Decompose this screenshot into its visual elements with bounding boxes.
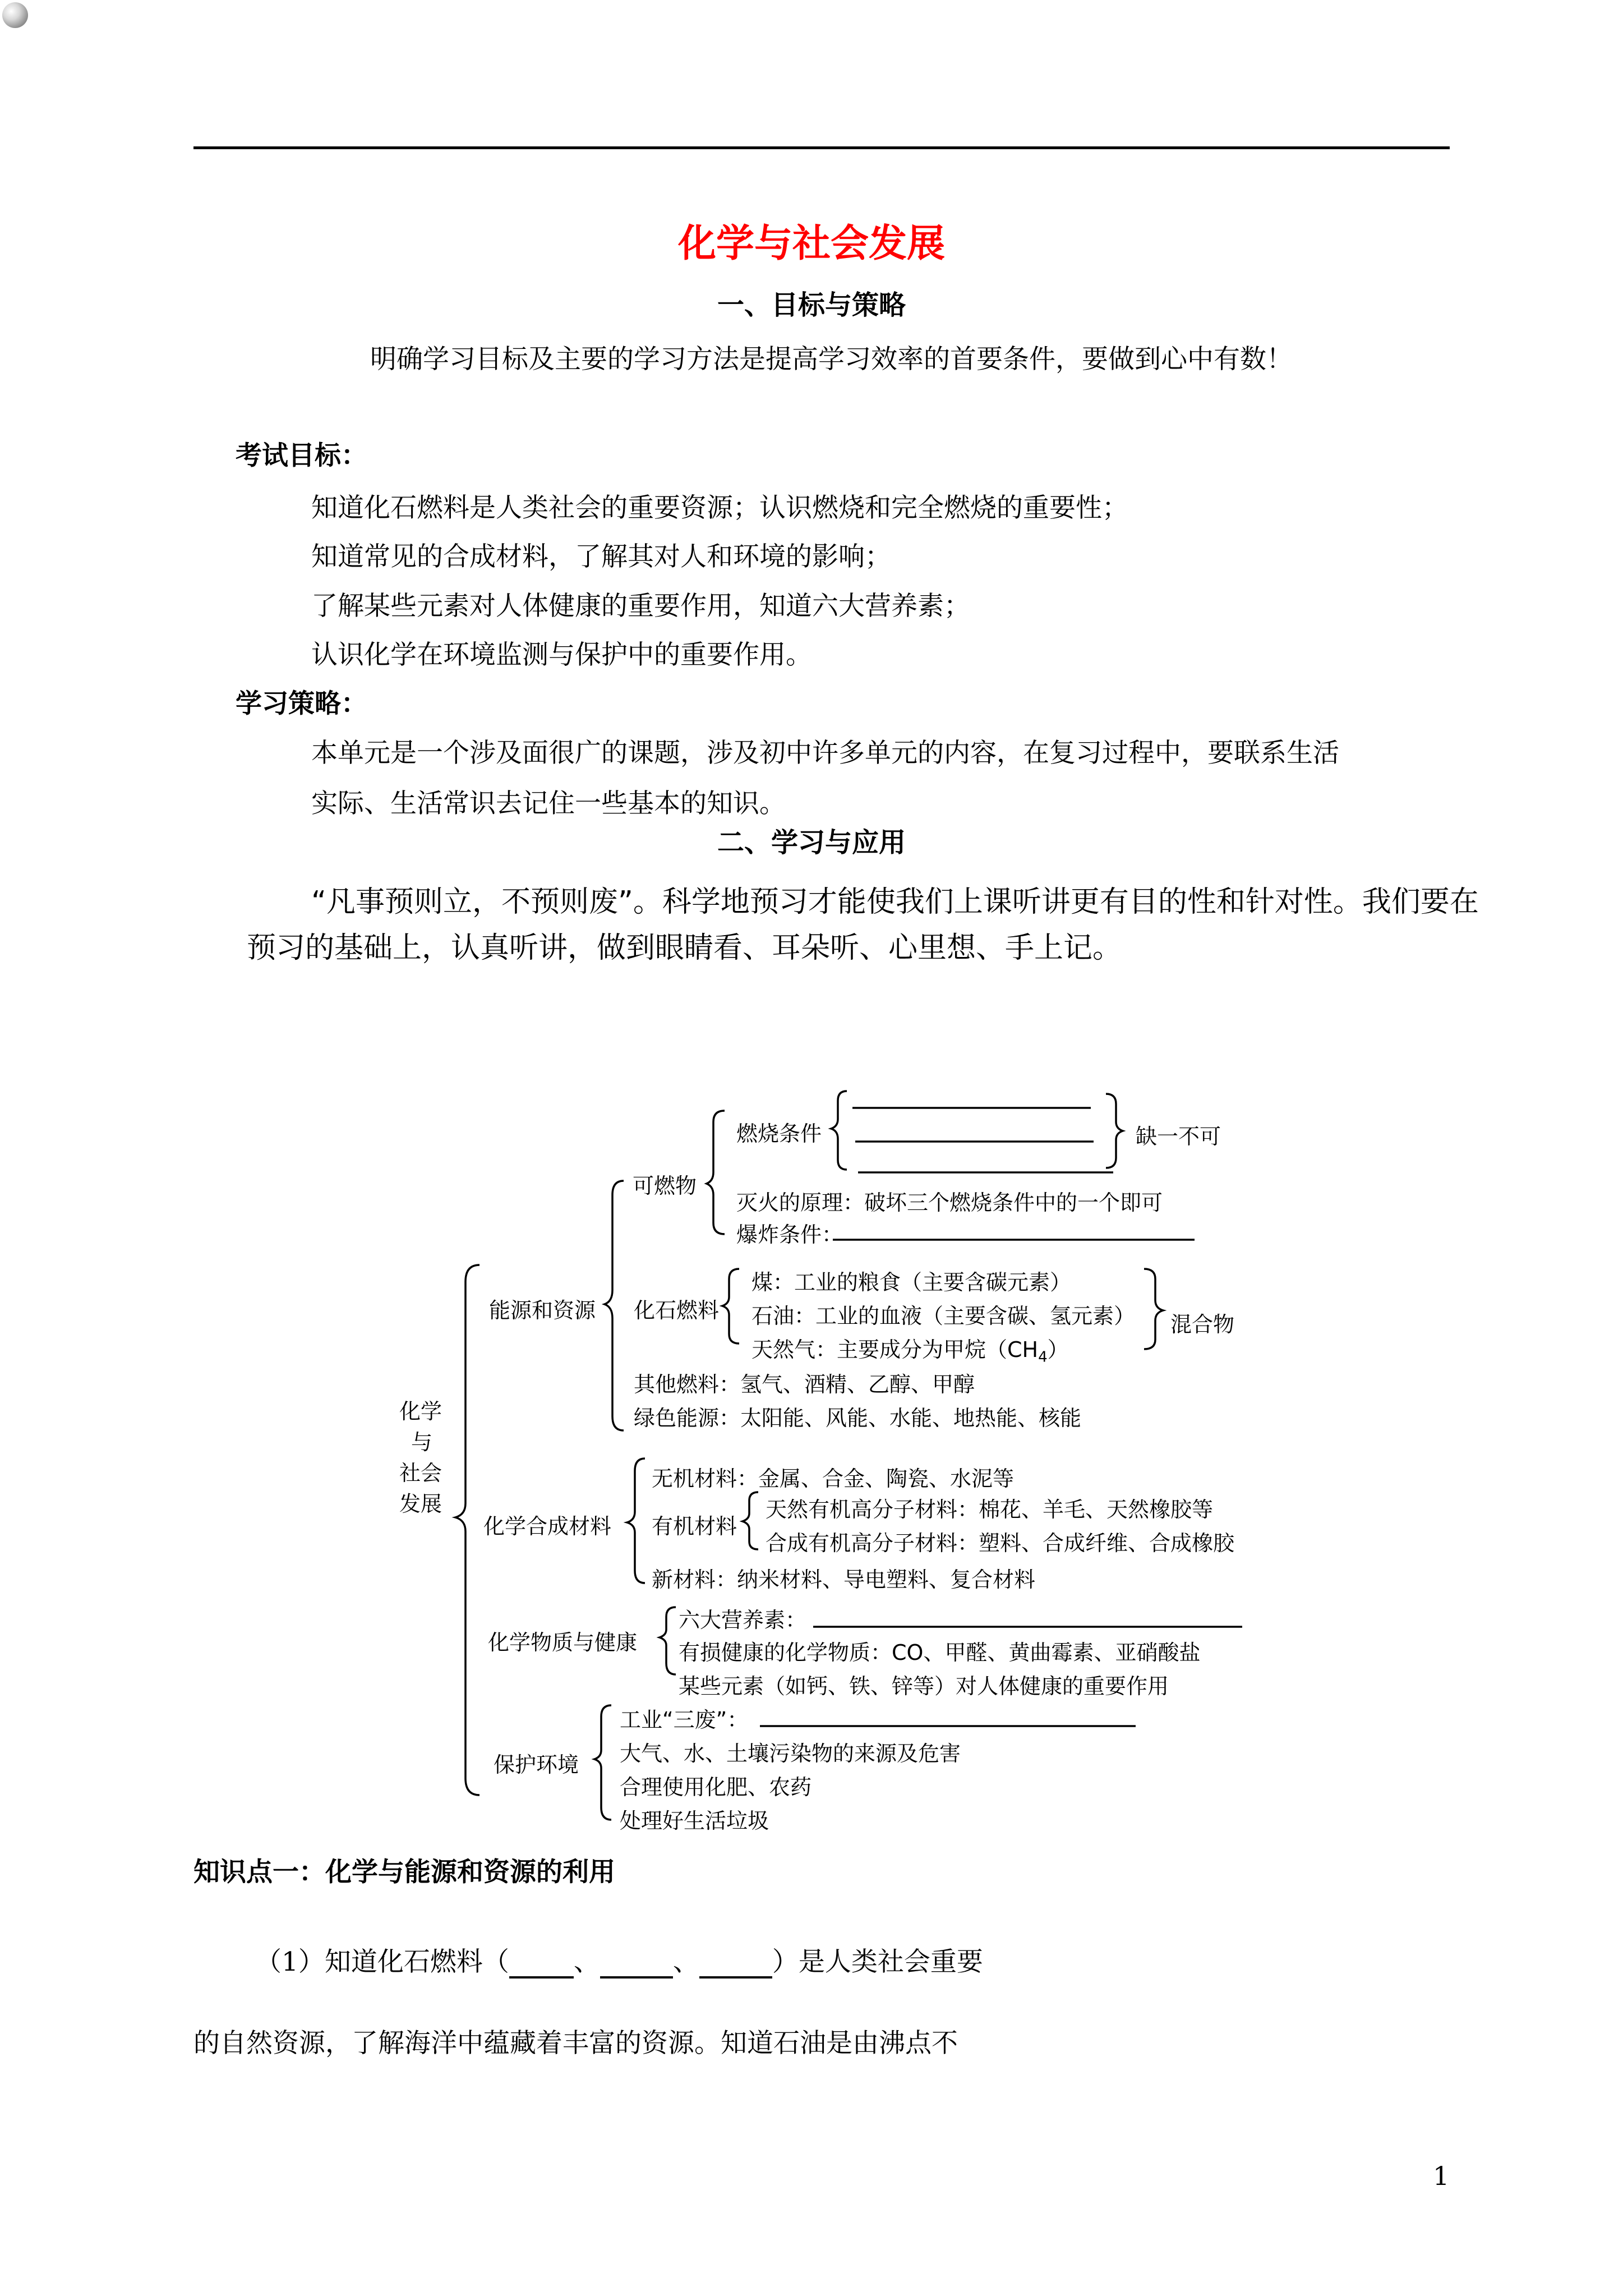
new-material-item: 新材料：纳米材料、导电塑料、复合材料 [652,1567,1036,1592]
organic-label: 有机材料 [652,1514,737,1539]
knowledge-point-heading: 知识点一：化学与能源和资源的利用 [193,1857,615,1888]
quote-line: “凡事预则立，不预则废”。科学地预习才能使我们上课听讲更有目的性和针对性。我们要在 [311,885,1479,919]
mixture-label: 混合物 [1170,1312,1235,1337]
explosion-condition: 爆炸条件： [736,1222,843,1247]
health-elements-item: 某些元素（如钙、铁、锌等）对人体健康的重要作用 [679,1674,1169,1699]
combustible-brace [707,1111,725,1234]
exam-goal-item: 认识化学在环境监测与保护中的重要作用。 [311,639,812,670]
energy-label: 能源和资源 [489,1298,596,1323]
fill-blank[interactable] [600,1952,673,1978]
page-number: 1 [1433,2161,1450,2191]
strategy-line: 本单元是一个涉及面很广的课题，涉及初中许多单元的内容，在复习过程中，要联系生活 [311,738,1339,769]
must-have-all-label: 缺一不可 [1136,1124,1221,1149]
industrial-waste-item: 工业“三废”： [620,1708,749,1732]
strategy-label: 学习策略： [236,688,367,719]
organic-brace [743,1492,758,1549]
synthetic-polymer-item: 合成有机高分子材料：塑料、合成纤维、合成橡胶 [766,1531,1235,1556]
green-energy-item: 绿色能源：太阳能、风能、水能、地热能、核能 [634,1406,1082,1430]
extinguish-principle: 灭火的原理：破坏三个燃烧条件中的一个即可 [736,1190,1163,1215]
health-brace [660,1607,676,1674]
exam-goals-label: 考试目标： [236,440,367,471]
fossil-brace [722,1269,739,1343]
exam-goal-item: 知道化石燃料是人类社会的重要资源；认识燃烧和完全燃烧的重要性； [311,493,1128,523]
must-have-all-brace [1106,1094,1123,1168]
burn-condition-brace [831,1091,847,1170]
materials-label: 化学合成材料 [483,1514,612,1539]
other-fuel-item: 其他燃料：氢气、酒精、乙醇、甲醇 [634,1372,975,1397]
diagram-root-line: 与 [411,1430,433,1455]
quote-line: 预习的基础上，认真听讲，做到眼睛看、耳朵听、心里想、手上记。 [247,931,1122,965]
energy-brace [605,1181,624,1430]
exam-goal-item: 知道常见的合成材料，了解其对人和环境的影响； [311,541,891,572]
section1-intro: 明确学习目标及主要的学习方法是提高学习效率的首要条件，要做到心中有数！ [370,344,1293,375]
pollutants-item: 大气、水、土壤污染物的来源及危害 [620,1741,961,1766]
fill-blank[interactable] [509,1952,574,1978]
coal-item: 煤：工业的粮食（主要含碳元素） [751,1270,1072,1295]
harmful-substances-item: 有损健康的化学物质：CO、甲醛、黄曲霉素、亚硝酸盐 [679,1640,1201,1665]
diagram-root-line: 发展 [399,1492,442,1516]
oil-item: 石油：工业的血液（主要含碳、氢元素） [751,1304,1136,1328]
fertilizer-item: 合理使用化肥、农药 [620,1775,812,1800]
environment-brace [594,1705,611,1820]
page-title: 化学与社会发展 [677,221,945,266]
root-brace [455,1265,479,1795]
diagram-root-line: 化学 [399,1399,442,1424]
nutrients-item: 六大营养素： [679,1608,807,1632]
gas-item: 天然气：主要成分为甲烷$(CH_4)$ [751,1337,1069,1366]
health-label: 化学物质与健康 [488,1630,638,1655]
combustible-label: 可燃物 [633,1174,697,1198]
garbage-item: 处理好生活垃圾 [620,1809,769,1833]
mixture-brace [1144,1269,1163,1349]
diagram-root-line: 社会 [399,1461,442,1485]
knowledge-point-line1: （1）知道化石燃料（ 、 、 ）是人类社会重要 [255,1947,983,1977]
inorganic-item: 无机材料：金属、合金、陶瓷、水泥等 [652,1466,1015,1491]
burn-condition-label: 燃烧条件 [736,1121,822,1146]
materials-brace [627,1458,645,1583]
knowledge-point-line2: 的自然资源，了解海洋中蕴藏着丰富的资源。知道石油是由沸点不 [193,2028,958,2059]
natural-polymer-item: 天然有机高分子材料：棉花、羊毛、天然橡胶等 [766,1497,1214,1522]
section2-heading: 二、学习与应用 [717,827,906,858]
environment-label: 保护环境 [494,1752,579,1777]
fossil-fuel-label: 化石燃料 [634,1298,720,1323]
exam-goal-item: 了解某些元素对人体健康的重要作用，知道六大营养素； [311,591,970,622]
section1-heading: 一、目标与策略 [717,289,906,321]
strategy-line: 实际、生活常识去记住一些基本的知识。 [311,788,786,819]
fill-blank[interactable] [699,1952,772,1978]
